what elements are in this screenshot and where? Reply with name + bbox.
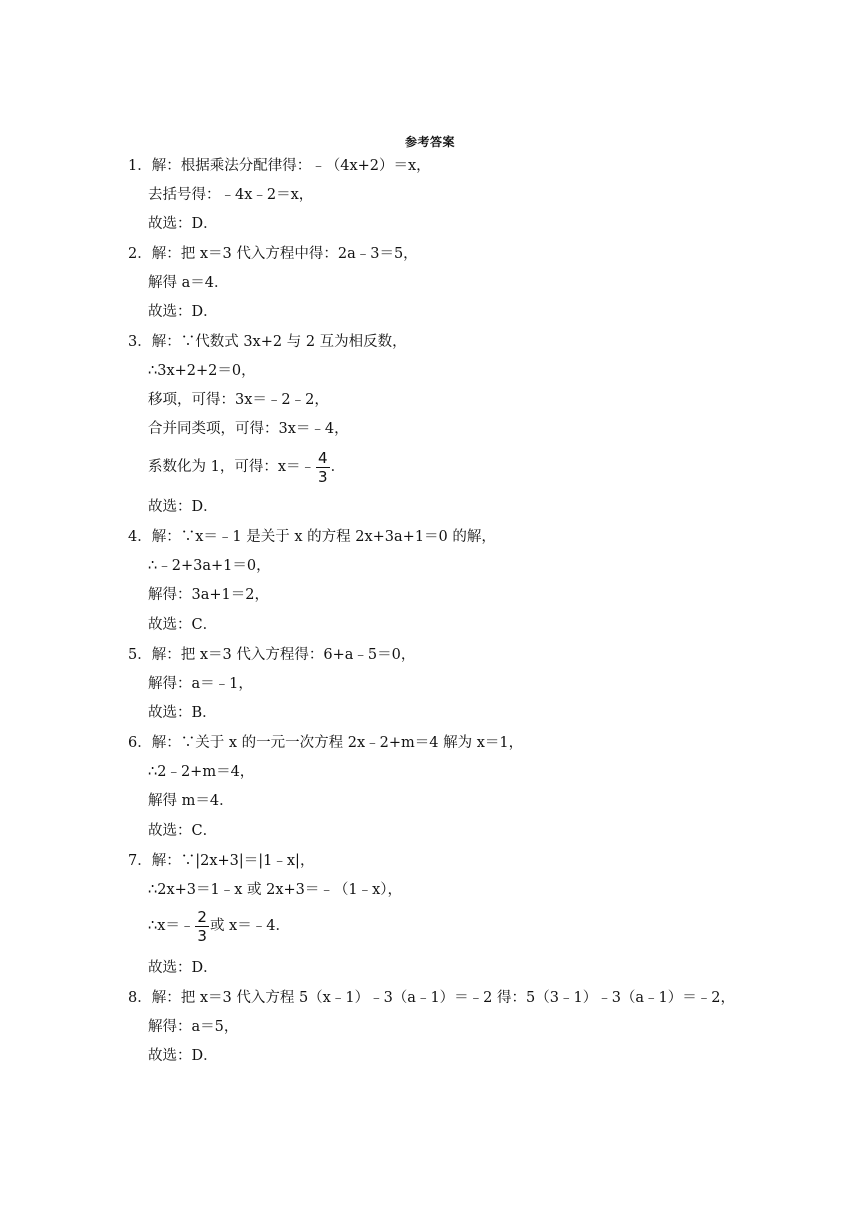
answer-7-line-3-text: ∴x＝﹣ <box>148 918 195 934</box>
answer-8-line-2: 解得：a＝5， <box>148 1019 239 1035</box>
fraction-numerator: 4 <box>318 448 328 467</box>
answer-3-line-5-end: ． <box>330 459 346 475</box>
answer-5-line-2: 解得：a＝﹣1， <box>148 676 253 692</box>
answer-7-line-3-end: 或 x＝﹣4． <box>209 918 290 934</box>
answer-2-line-3: 故选：D． <box>148 304 218 320</box>
answer-6-line-1: 6．解：∵关于 x 的一元一次方程 2x﹣2+m＝4 解为 x＝1， <box>128 735 524 751</box>
answer-4-line-1: 4．解：∵x＝﹣1 是关于 x 的方程 2x+3a+1＝0 的解， <box>128 529 496 545</box>
answer-1-line-2: 去括号得：﹣4x﹣2＝x， <box>148 187 314 203</box>
answer-5-line-3: 故选：B． <box>148 705 217 721</box>
answer-1-line-1: 1．解：根据乘法分配律得：﹣（4x+2）＝x， <box>128 158 431 174</box>
answer-3-line-6: 故选：D． <box>148 499 218 515</box>
answer-4-line-2: ∴﹣2+3a+1＝0， <box>148 558 271 574</box>
answer-2-line-1: 2．解：把 x＝3 代入方程中得：2a﹣3＝5， <box>128 246 418 262</box>
fraction-denominator: 3 <box>318 467 328 486</box>
answer-6-line-4: 故选：C． <box>148 823 218 839</box>
fraction-two-thirds <box>195 909 209 944</box>
answer-1-line-3: 故选：D． <box>148 216 218 232</box>
answer-3-line-1: 3．解：∵代数式 3x+2 与 2 互为相反数， <box>128 334 407 350</box>
answer-4-line-4: 故选：C． <box>148 617 218 633</box>
answer-3-line-4: 合并同类项，可得：3x＝﹣4， <box>148 421 349 437</box>
answer-3-line-5 <box>148 448 345 486</box>
answer-7-line-1: 7．解：∵|2x+3|＝|1﹣x|， <box>128 853 315 869</box>
fraction-denominator: 3 <box>197 926 207 945</box>
answer-3-line-3: 移项，可得：3x＝﹣2﹣2， <box>148 392 329 408</box>
answer-3-line-5-text: 系数化为 1，可得：x＝﹣ <box>148 459 316 475</box>
page-title: 参考答案 <box>404 135 455 149</box>
fraction-numerator: 2 <box>197 907 207 926</box>
fraction-four-thirds <box>316 450 330 485</box>
answer-7-line-2: ∴2x+3＝1﹣x 或 2x+3＝﹣（1﹣x）， <box>148 882 403 898</box>
answer-8-line-1: 8．解：把 x＝3 代入方程 5（x﹣1）﹣3（a﹣1）＝﹣2 得：5（3﹣1）﹣3（a﹣1）＝﹣2， <box>128 990 736 1006</box>
answer-6-line-2: ∴2﹣2+m＝4， <box>148 764 255 780</box>
answer-2-line-2: 解得 a＝4． <box>148 275 229 291</box>
answer-3-line-2: ∴3x+2+2＝0， <box>148 363 256 379</box>
answer-5-line-1: 5．解：把 x＝3 代入方程得：6+a﹣5＝0， <box>128 647 416 663</box>
answer-4-line-3: 解得：3a+1＝2， <box>148 587 269 603</box>
answer-7-line-4: 故选：D． <box>148 960 218 976</box>
answer-6-line-3: 解得 m＝4． <box>148 793 234 809</box>
answer-7-line-3 <box>148 907 290 945</box>
answer-8-line-3: 故选：D． <box>148 1048 218 1064</box>
